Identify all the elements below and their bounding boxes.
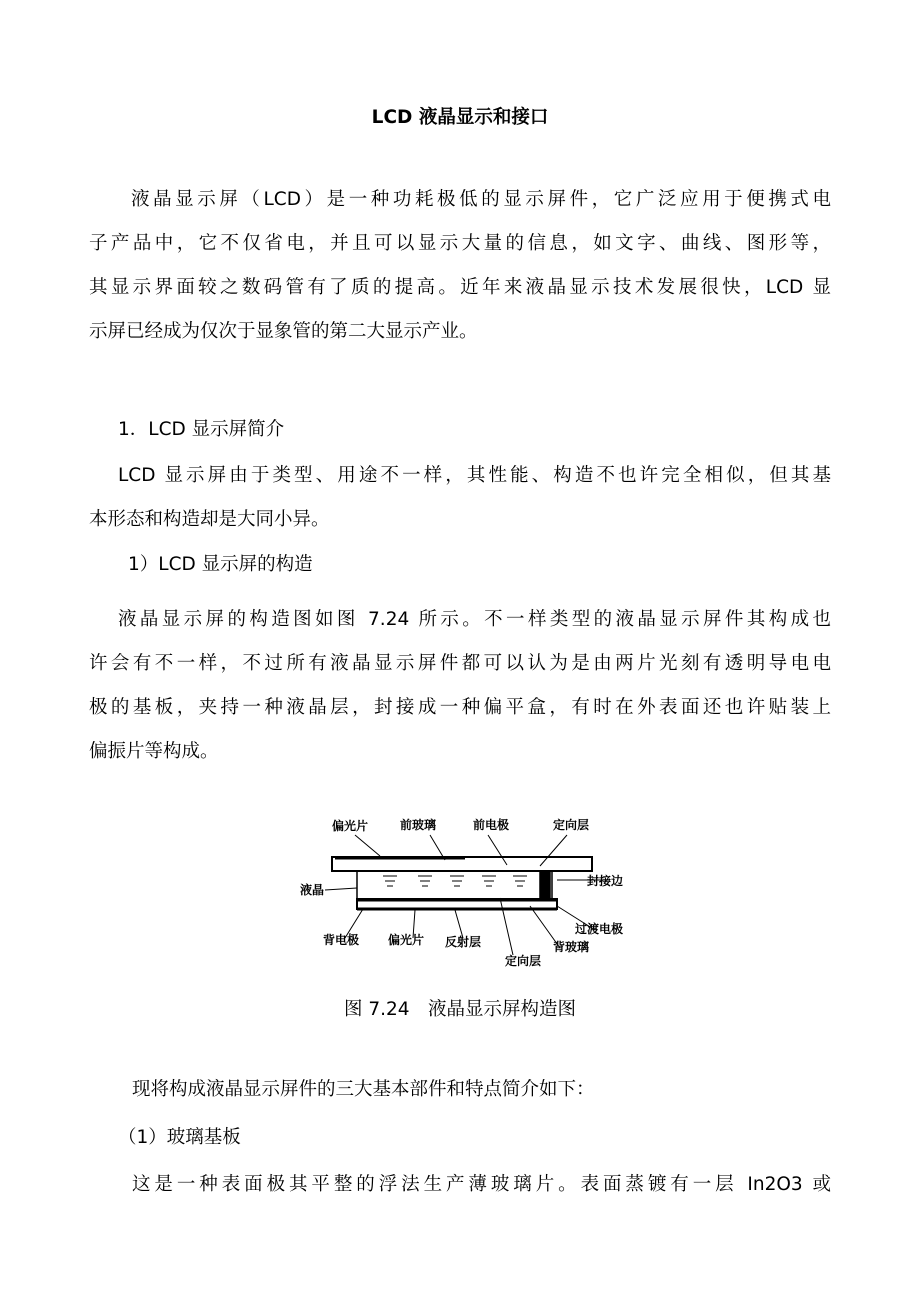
figure-caption: 图 7.24 液晶显示屏构造图 — [343, 999, 577, 1020]
label-polarizer-top: 偏光片 — [332, 819, 369, 833]
label-polarizer-bottom: 偏光片 — [388, 933, 425, 947]
section-para-line: LCD 显示屏由于类型、用途不一样，其性能、构造不也许完全相似，但其基 — [118, 465, 831, 486]
subsection-para-line: 极的基板，夹持一种液晶层，封接成一种偏平盒，有时在外表面还也许贴装上 — [89, 697, 831, 718]
subsection-para-line: 许会有不一样，不过所有液晶显示屏件都可以认为是由两片光刻有透明导电电 — [89, 653, 831, 674]
label-alignment-top: 定向层 — [553, 818, 590, 832]
intro-line: 其显示界面较之数码管有了质的提高。近年来液晶显示技术发展很快，LCD 显 — [89, 277, 831, 298]
label-alignment-bottom: 定向层 — [505, 954, 542, 968]
intro-line: 子产品中，它不仅省电，并且可以显示大量的信息，如文字、曲线、图形等， — [89, 233, 831, 254]
subsection-heading: 1）LCD 显示屏的构造 — [128, 554, 313, 575]
label-back-electrode: 背电极 — [323, 933, 360, 947]
subsection-para-line: 偏振片等构成。 — [89, 741, 219, 762]
parts-intro: 现将构成液晶显示屏件的三大基本部件和特点简介如下： — [132, 1079, 595, 1100]
label-liquid-crystal: 液晶 — [300, 883, 325, 897]
label-front-electrode: 前电极 — [473, 818, 510, 832]
lcd-structure-diagram — [295, 810, 645, 975]
subsection-para-line: 液晶显示屏的构造图如图 7.24 所示。不一样类型的液晶显示屏件其构成也 — [118, 609, 831, 630]
label-back-glass: 背玻璃 — [553, 940, 590, 954]
intro-line: 示屏已经成为仅次于显象管的第二大显示产业。 — [89, 321, 478, 342]
label-reflector: 反射层 — [445, 935, 482, 949]
part-para-line: 这是一种表面极其平整的浮法生产薄玻璃片。表面蒸镀有一层 In2O3 或 — [132, 1174, 831, 1195]
page-title: LCD 液晶显示和接口 — [371, 107, 549, 128]
label-front-glass: 前玻璃 — [400, 818, 437, 832]
part-heading: （1）玻璃基板 — [118, 1127, 241, 1148]
section-para-line: 本形态和构造却是大同小异。 — [89, 509, 330, 530]
label-seal: 封接边 — [587, 874, 624, 888]
intro-line: 液晶显示屏（LCD）是一种功耗极低的显示屏件，它广泛应用于便携式电 — [131, 189, 831, 210]
section-heading: 1．LCD 显示屏简介 — [118, 419, 285, 440]
label-transition-electrode: 过渡电极 — [575, 922, 624, 936]
